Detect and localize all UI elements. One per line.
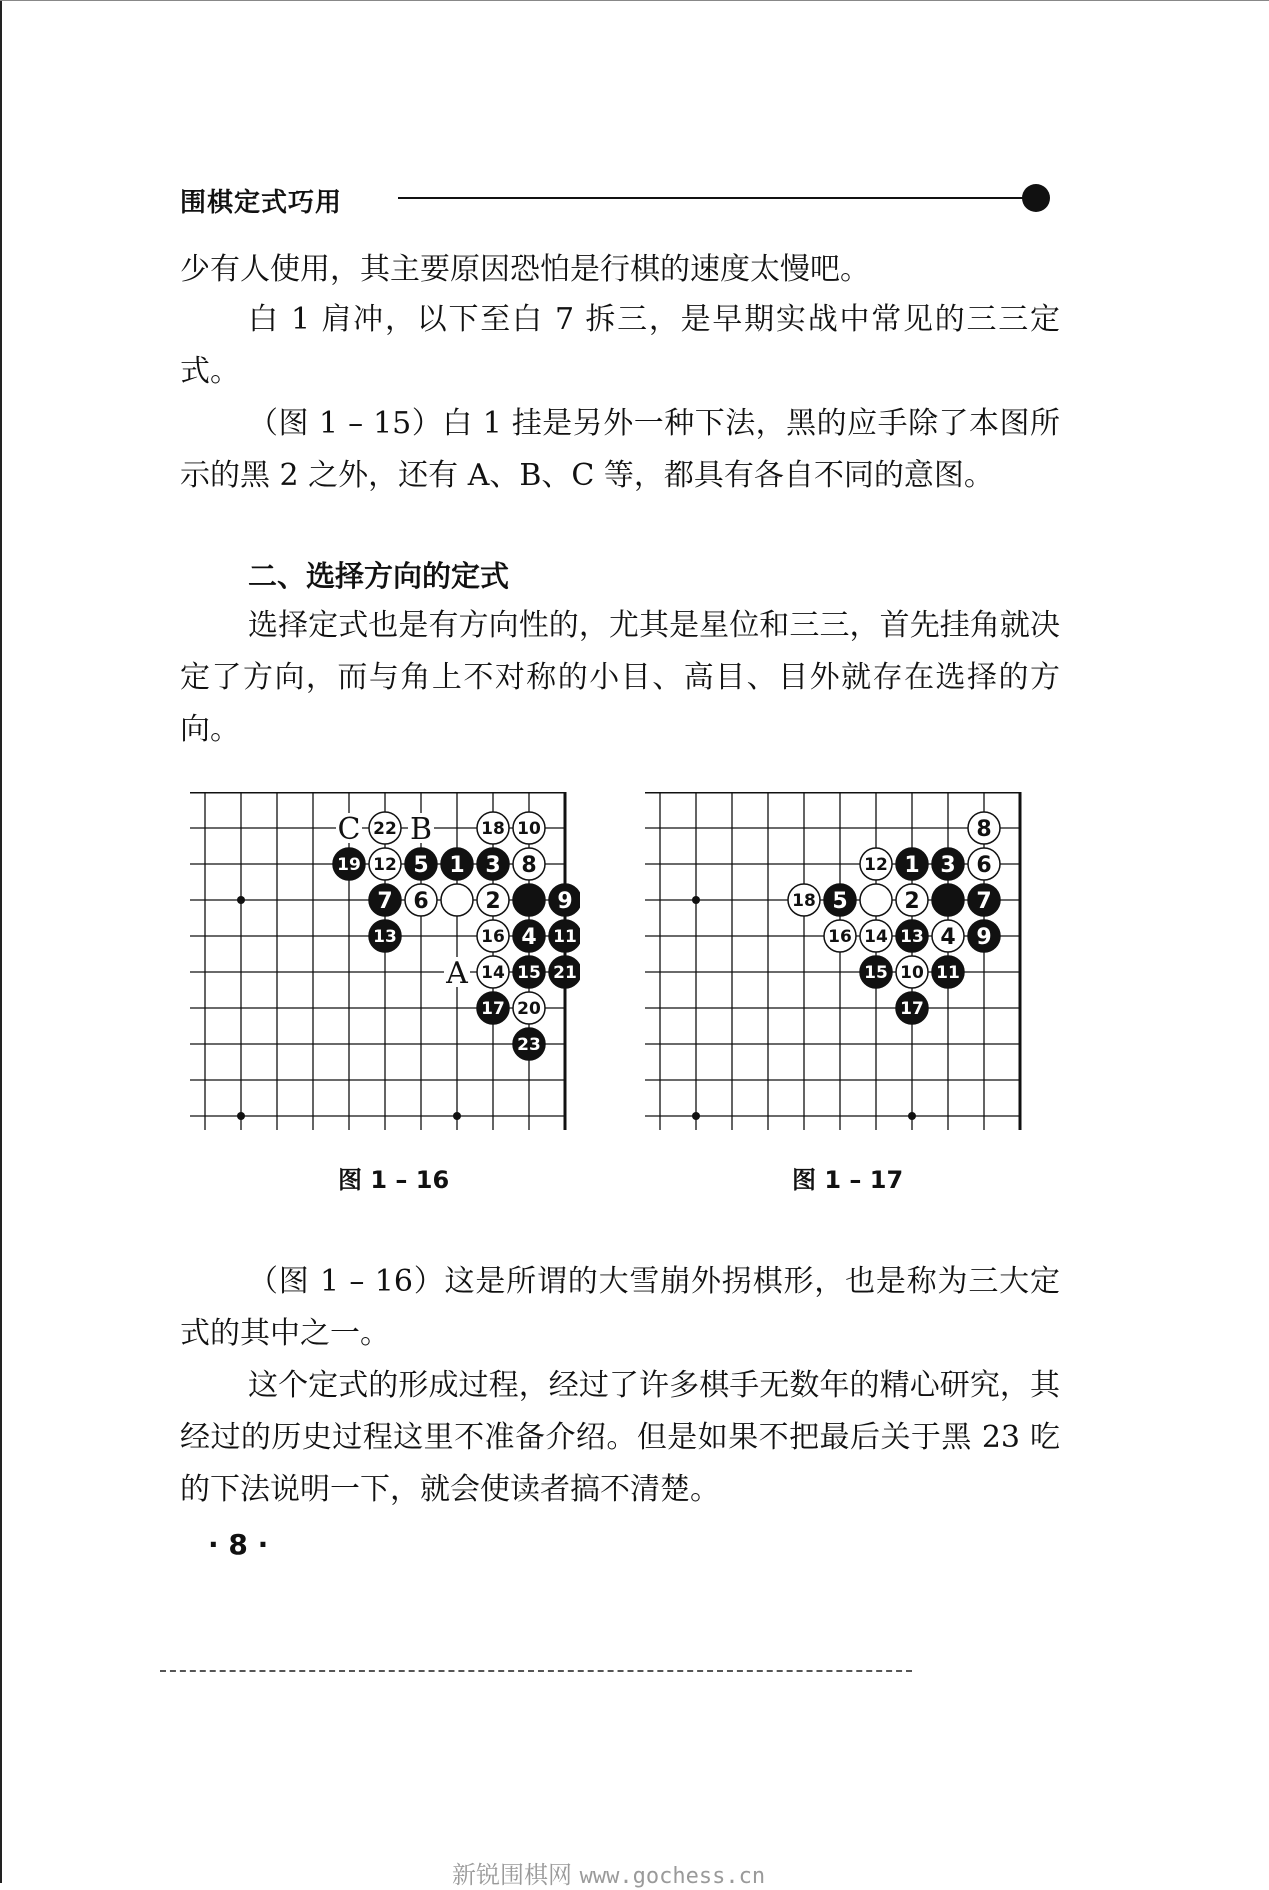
star-point [237,896,245,904]
stone-move-number: 5 [832,888,848,914]
stone-move-number: 9 [557,888,573,914]
black-stone [513,884,545,916]
stone-move-number: 13 [900,927,924,948]
star-point [692,896,700,904]
paragraph-2: 白 1 肩冲，以下至白 7 拆三，是早期实战中常见的三三定式。 [180,302,1060,389]
figure-caption-1-16: 图 1 – 16 [338,1166,450,1194]
stone-move-number: 12 [373,855,397,876]
stone-move-number: 16 [481,927,505,948]
page-edge [0,0,2,1883]
watermark [452,1855,765,1890]
stone-move-number: 15 [517,963,541,984]
stone-move-number: 11 [936,963,960,984]
star-point [692,1112,700,1120]
stone-move-number: 22 [373,819,397,840]
stone-move-number: 7 [377,888,393,914]
stone-move-number: 23 [517,1035,541,1056]
stone-move-number: 21 [553,963,577,984]
stone-move-number: 20 [517,999,541,1020]
stone-move-number: 18 [792,891,816,912]
stone-move-number: 12 [864,855,888,876]
stone-move-number: 5 [413,852,429,878]
stone-move-number: 3 [485,852,501,878]
stone-move-number: 8 [976,816,992,842]
stone-move-number: 19 [337,855,361,876]
stone-move-number: 3 [940,852,956,878]
book-title: 围棋定式巧用 [180,188,343,218]
board-point-label: A [446,956,468,991]
stone-move-number: 1 [904,852,920,878]
white-stone [441,884,473,916]
stone-move-number: 11 [553,927,577,948]
stone-move-number: 16 [828,927,852,948]
paragraph-3: （图 1 – 15）白 1 挂是另外一种下法，黑的应手除了本图所示的黑 2 之外，还有 A、B、C 等，都具有各自不同的意图。 [180,406,1060,493]
stone-move-number: 7 [976,888,992,914]
section-heading: 二、选择方向的定式 [248,559,510,593]
stone-move-number: 17 [900,999,924,1020]
stone-move-number: 1 [449,852,465,878]
stone-move-number: 6 [413,888,429,914]
go-board-figure-1-17 [645,792,1035,1142]
page-number: · 8 · [208,1528,269,1561]
watermark-url: www.gochess.cn [579,1864,766,1889]
stone-move-number: 14 [481,963,505,984]
paragraph-5: （图 1 – 16）这是所谓的大雪崩外拐棋形，也是称为三大定式的其中之一。 [180,1264,1060,1351]
star-point [237,1112,245,1120]
figure-caption-1-17: 图 1 – 17 [792,1166,904,1194]
header-dot-icon [1022,184,1050,212]
stone-move-number: 2 [904,888,920,914]
bottom-rule [160,1670,912,1672]
board-point-label: B [409,812,433,847]
running-header [180,182,1058,218]
board-point-label: C [337,812,361,847]
go-board-figure-1-16 [190,792,580,1142]
star-point [453,1112,461,1120]
paragraph-6: 这个定式的形成过程，经过了许多棋手无数年的精心研究，其经过的历史过程这里不准备介绍。但是如果不把最后关于黑 23 吃的下法说明一下，就会使读者搞不清楚。 [180,1368,1060,1507]
stone-move-number: 6 [976,852,992,878]
stone-move-number: 9 [976,924,992,950]
stone-move-number: 10 [517,819,541,840]
star-point [908,1112,916,1120]
stone-move-number: 14 [864,927,888,948]
stone-move-number: 15 [864,963,888,984]
stone-move-number: 17 [481,999,505,1020]
stone-move-number: 18 [481,819,505,840]
stone-move-number: 10 [900,963,924,984]
stone-move-number: 8 [521,852,537,878]
stone-move-number: 2 [485,888,501,914]
stone-move-number: 13 [373,927,397,948]
stone-move-number: 4 [940,924,956,950]
header-rule [398,197,1028,199]
page-top-edge [0,0,1269,1]
black-stone [932,884,964,916]
stone-move-number: 4 [521,924,537,950]
paragraph-4: 选择定式也是有方向性的，尤其是星位和三三，首先挂角就决定了方向，而与角上不对称的小目、高目、目外就存在选择的方向。 [180,608,1060,747]
white-stone [860,884,892,916]
watermark-site: 新锐围棋网 [452,1861,572,1889]
paragraph-1: 少有人使用，其主要原因恐怕是行棋的速度太慢吧。 [180,252,870,287]
